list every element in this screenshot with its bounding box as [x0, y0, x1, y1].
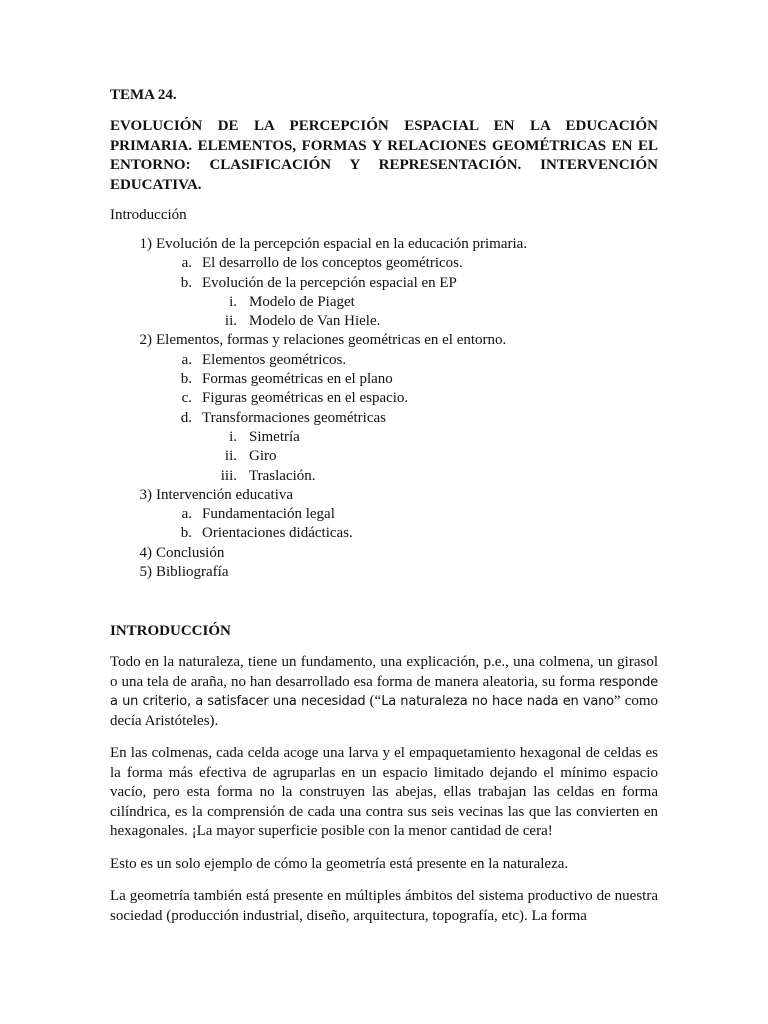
toc-item	[110, 486, 658, 505]
document-title: EVOLUCIÓN DE LA PERCEPCIÓN ESPACIAL EN LA EDUCACIÓN PRIMARIA. ELEMENTOS, FORMAS Y RELACIONES GEOMÉTRICAS EN EL ENTORNO: CLASIFICACIÓN Y REPRESENTACIÓN. INTERVENCIÓN EDUCATIVA.	[110, 118, 658, 193]
toc-item-number: 2)	[139, 332, 152, 349]
toc-item-text: Intervención educativa	[156, 486, 294, 503]
paragraph-1-part-c: (“	[365, 693, 382, 710]
paragraph-1-part-e: ” como decía Aristóteles).	[110, 693, 659, 729]
toc-item-number: iii.	[220, 467, 237, 484]
tema-number: TEMA 24.	[110, 87, 177, 103]
toc-item-text: Conclusión	[156, 544, 225, 561]
toc-item-number: a.	[181, 506, 192, 523]
toc-item-text: Fundamentación legal	[202, 506, 335, 523]
toc-item	[110, 293, 658, 312]
toc-item	[110, 370, 658, 389]
toc-item	[110, 467, 658, 486]
toc-item	[110, 254, 658, 273]
toc-item-number: 3)	[139, 486, 152, 503]
toc-item-number: b.	[180, 525, 192, 542]
toc-item	[110, 409, 658, 428]
section-heading: INTRODUCCIÓN	[110, 623, 231, 640]
toc-item-number: ii.	[224, 313, 237, 330]
toc-item	[110, 447, 658, 466]
toc-item	[110, 524, 658, 543]
table-of-contents	[110, 235, 658, 582]
toc-item	[110, 351, 658, 370]
toc-item	[110, 331, 658, 350]
toc-item-text: Evolución de la percepción espacial en la educación primaria.	[156, 236, 528, 252]
toc-item-number: 5)	[139, 564, 152, 581]
toc-item-number: i.	[229, 293, 237, 310]
toc-item	[110, 563, 658, 582]
paragraph-3: Esto es un solo ejemplo de cómo la geometría está presente en la naturaleza.	[110, 855, 569, 872]
toc-item-number: a.	[181, 255, 192, 272]
toc-item-number: 4)	[139, 544, 152, 561]
toc-item	[110, 505, 658, 524]
intro-label: Introducción	[110, 207, 187, 223]
toc-item-text: Orientaciones didácticas.	[202, 525, 353, 542]
toc-item	[110, 389, 658, 408]
toc-item-text: Transformaciones geométricas	[202, 409, 386, 426]
toc-item	[110, 235, 658, 254]
toc-item-number: c.	[181, 390, 192, 407]
paragraph-2: En las colmenas, cada celda acoge una larva y el empaquetamiento hexagonal de celdas es la forma más efectiva de agruparlas en un espacio limitado dejando el mínimo espacio vacío, pero esta forma no la construyen las abejas, ellas trabajan las celdas en forma cilíndrica, es la comprensión de cada una contra sus seis vecinas las que las convierten en hexagonales. ¡La mayor superficie posible con la menor cantidad de cera!	[110, 745, 658, 840]
toc-item-text: Elementos geométricos.	[202, 351, 347, 368]
paragraph-1	[110, 653, 658, 731]
toc-item	[110, 544, 658, 563]
toc-item	[110, 312, 658, 331]
toc-item-number: a.	[181, 351, 192, 368]
paragraph-1-part-a: Todo en la naturaleza, tiene un fundamento, una explicación, p.e., una colmena, un girasol o una tela de araña, no han desarrollado esa forma de manera aleatoria, su forma	[110, 654, 658, 690]
toc-item-text: Modelo de Van Hiele.	[249, 313, 381, 330]
toc-item-text: Elementos, formas y relaciones geométricas en el entorno.	[156, 332, 507, 349]
toc-item-number: ii.	[224, 448, 237, 465]
toc-item-text: Simetría	[249, 428, 300, 445]
paragraph-1-quote: La naturaleza no hace nada en vano	[381, 694, 614, 710]
toc-item	[110, 428, 658, 447]
toc-item-text: Modelo de Piaget	[249, 293, 355, 310]
toc-item-text: El desarrollo de los conceptos geométricos.	[202, 255, 463, 272]
toc-item-text: Traslación.	[249, 467, 316, 484]
toc-item-number: i.	[229, 428, 237, 445]
toc-item-number: b.	[180, 371, 192, 388]
toc-item	[110, 274, 658, 293]
toc-item-number: 1)	[139, 236, 152, 252]
toc-item-number: b.	[180, 274, 192, 291]
document-page	[110, 80, 658, 926]
toc-item-number: d.	[180, 409, 192, 426]
toc-item-text: Bibliografía	[156, 564, 229, 581]
paragraph-4: La geometría también está presente en múltiples ámbitos del sistema productivo de nuestra sociedad (producción industrial, diseño, arquitectura, topografía, etc). La forma	[110, 888, 658, 924]
toc-item-text: Formas geométricas en el plano	[202, 371, 393, 388]
toc-item-text: Figuras geométricas en el espacio.	[202, 390, 409, 407]
toc-item-text: Giro	[249, 448, 277, 465]
toc-item-text: Evolución de la percepción espacial en EP	[202, 274, 457, 291]
paragraph-1-part-b: responde a un criterio, a satisfacer una necesidad	[110, 674, 658, 710]
